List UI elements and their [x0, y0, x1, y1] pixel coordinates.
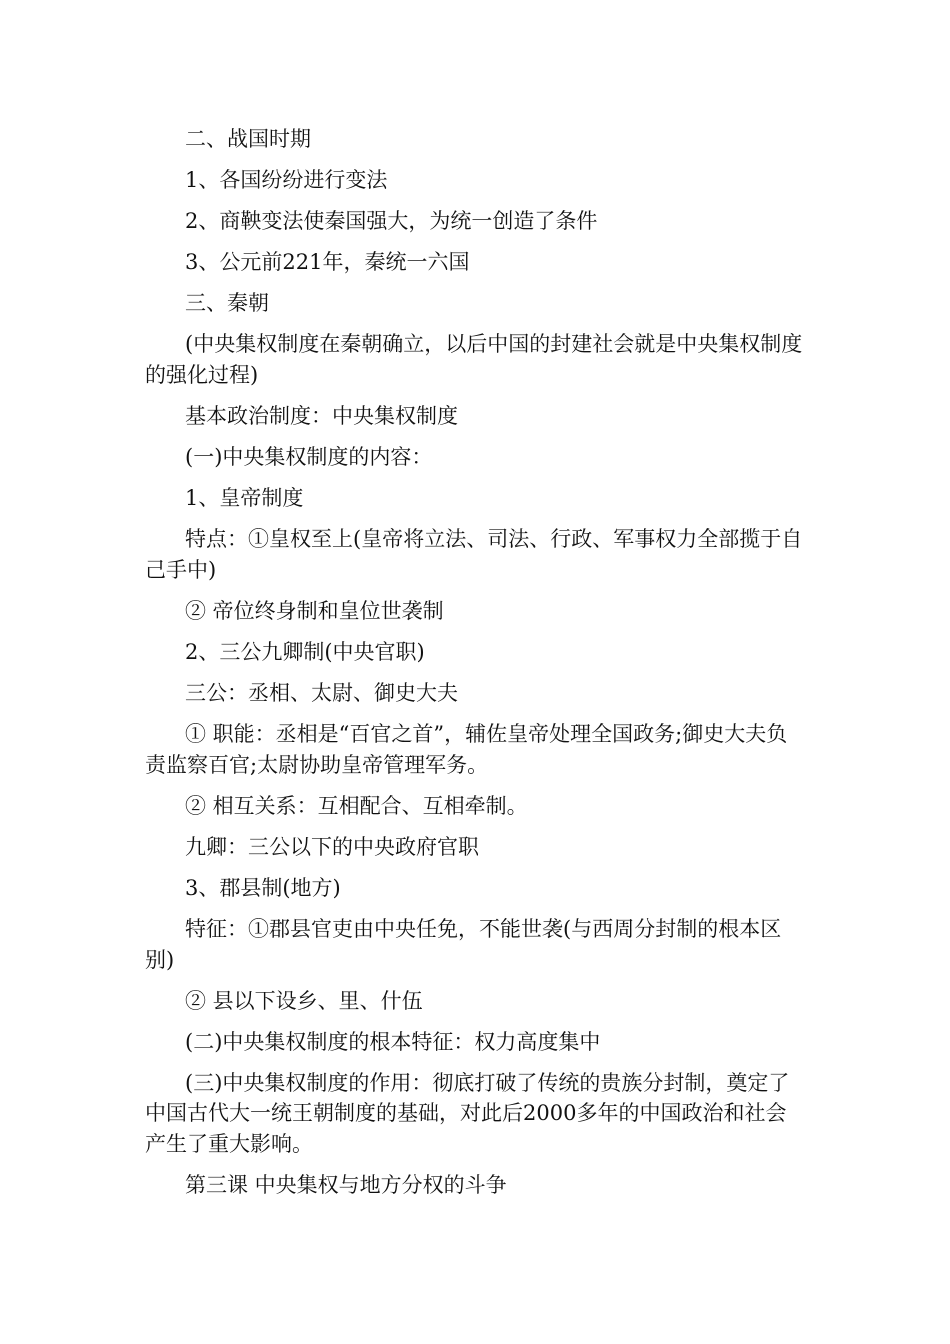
paragraph-relationship: ② 相互关系：互相配合、互相牵制。	[185, 793, 528, 818]
list-item: 2、商鞅变法使秦国强大，为统一创造了条件	[185, 209, 598, 234]
list-item: ② 帝位终身制和皇位世袭制	[185, 598, 444, 623]
document-body	[145, 124, 807, 1211]
paragraph-note: (中央集权制度在秦朝确立，以后中国的封建社会就是中央集权制度的强化过程)	[145, 332, 803, 387]
subheading-fundamental-feature: (二)中央集权制度的根本特征：权力高度集中	[185, 1029, 601, 1054]
heading-qin-dynasty: 三、秦朝	[185, 291, 269, 316]
paragraph-nine-ministers: 九卿：三公以下的中央政府官职	[185, 834, 479, 859]
paragraph-characteristics: 特征：①郡县官吏由中央任免，不能世袭(与西周分封制的根本区别)	[145, 917, 782, 972]
paragraph-feature: 特点：①皇权至上(皇帝将立法、司法、行政、军事权力全部揽于自己手中)	[145, 527, 803, 582]
heading-lesson-three: 第三课 中央集权与地方分权的斗争	[185, 1172, 507, 1197]
subheading-content: (一)中央集权制度的内容：	[185, 445, 433, 470]
heading-warring-states: 二、战国时期	[185, 127, 311, 151]
list-item: 1、皇帝制度	[185, 486, 304, 511]
paragraph-basic-system: 基本政治制度：中央集权制度	[185, 404, 458, 429]
list-item: 2、三公九卿制(中央官职)	[185, 640, 425, 665]
paragraph-three-dukes: 三公：丞相、太尉、御史大夫	[185, 681, 458, 706]
list-item: 3、公元前221年，秦统一六国	[185, 250, 470, 275]
paragraph-function: (三)中央集权制度的作用：彻底打破了传统的贵族分封制，奠定了中国古代大一统王朝制度的基础，对此后2000多年的中国政治和社会产生了重大影响。	[145, 1070, 790, 1156]
list-item: ② 县以下设乡、里、什伍	[185, 988, 423, 1013]
list-item: 1、各国纷纷进行变法	[185, 168, 388, 193]
paragraph-functions: ① 职能：丞相是“百官之首”，辅佐皇帝处理全国政务;御史大夫负责监察百官;太尉协助皇帝管理军务。	[145, 722, 788, 777]
list-item: 3、郡县制(地方)	[185, 876, 341, 900]
